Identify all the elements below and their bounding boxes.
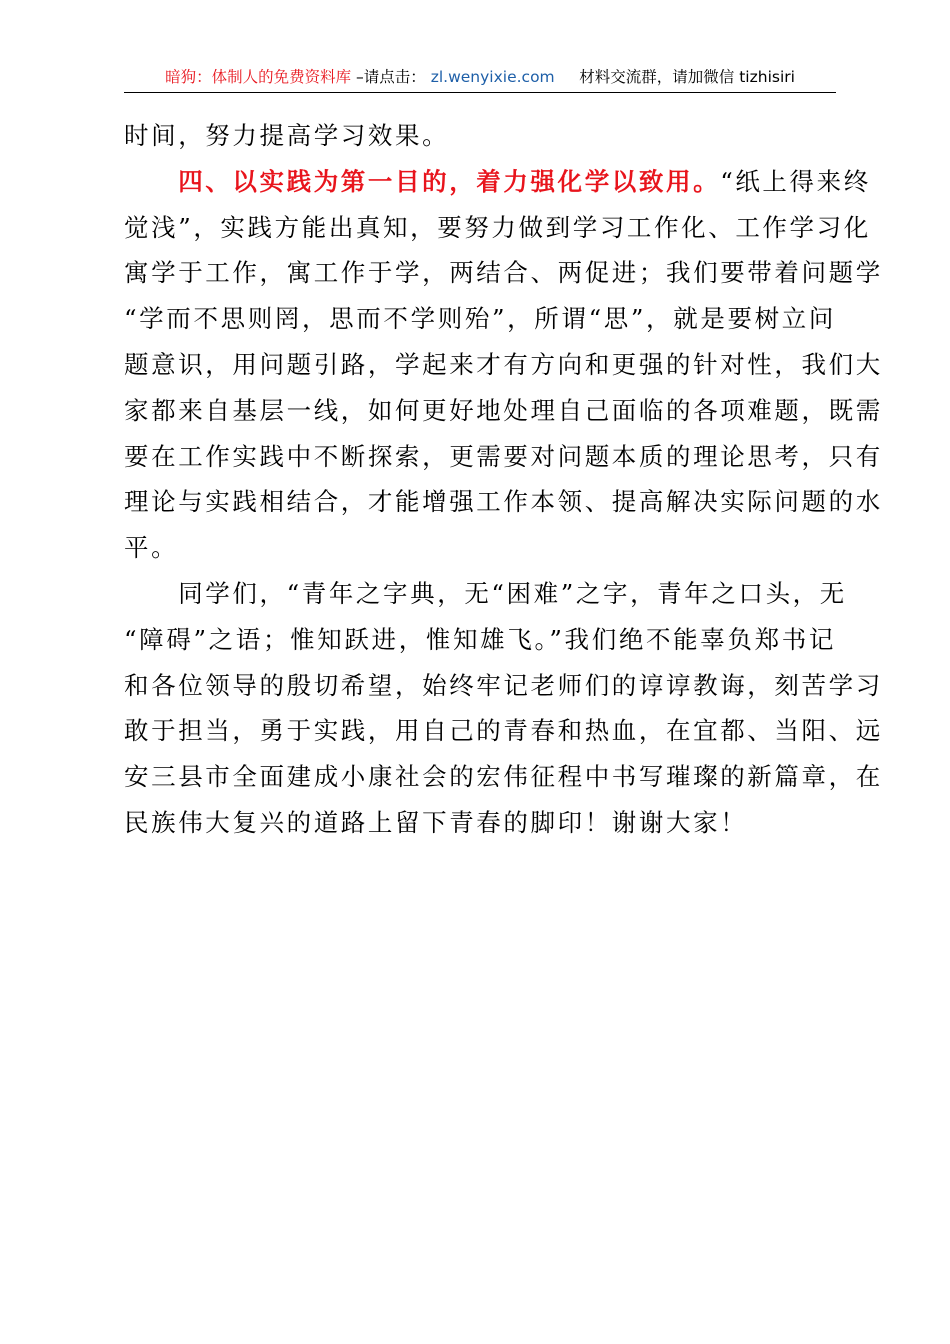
header-site-name: 暗狗：体制人的免费资料库	[165, 68, 352, 86]
text-line: 家都来自基层一线，如何更好地处理自己面临的各项难题，既需	[124, 395, 883, 425]
text-line	[124, 159, 871, 205]
header-click-prompt: –请点击：	[356, 68, 426, 86]
text-fragment: 同学们，“青年之字典，无“困难”之字，青年之口头，无	[178, 578, 847, 608]
text-fragment: “纸上得来终	[720, 166, 871, 196]
header-link[interactable]: zl.wenyixie.com	[430, 68, 555, 86]
document-body	[124, 113, 883, 846]
text-line: 平。	[124, 533, 179, 563]
text-line: 题意识，用问题引路，学起来才有方向和更强的针对性，我们大	[124, 349, 883, 379]
text-line: 要在工作实践中不断探索，更需要对问题本质的理论思考，只有	[124, 441, 883, 471]
text-line: 敢于担当，勇于实践，用自己的青春和热血，在宜都、当阳、远	[124, 716, 883, 746]
text-line: 和各位领导的殷切希望，始终牢记老师们的谆谆教诲，刻苦学习	[124, 670, 883, 700]
text-line: “障碍”之语；惟知跃进，惟知雄飞。”我们绝不能辜负郑书记	[124, 624, 836, 654]
header-wechat-note: 材料交流群，请加微信 tizhisiri	[579, 68, 795, 86]
text-line: 寓学于工作，寓工作于学，两结合、两促进；我们要带着问题学	[124, 258, 883, 288]
text-line: 时间，努力提高学习效果。	[124, 121, 450, 150]
text-line: 民族伟大复兴的道路上留下青春的脚印！谢谢大家！	[124, 807, 748, 837]
paragraph-2	[124, 571, 883, 846]
paragraph-1	[124, 159, 883, 571]
text-line: 觉浅”，实践方能出真知，要努力做到学习工作化、工作学习化	[124, 212, 871, 242]
section-heading: 四、以实践为第一目的，着力强化学以致用。	[178, 166, 721, 196]
page-header	[124, 62, 836, 93]
text-line: 理论与实践相结合，才能增强工作本领、提高解决实际问题的水	[124, 487, 883, 517]
text-line: “学而不思则罔，思而不学则殆”，所谓“思”，就是要树立问	[124, 304, 836, 334]
paragraph-0	[124, 113, 836, 159]
text-line: 安三县市全面建成小康社会的宏伟征程中书写璀璨的新篇章，在	[124, 762, 883, 792]
text-line	[124, 571, 847, 617]
